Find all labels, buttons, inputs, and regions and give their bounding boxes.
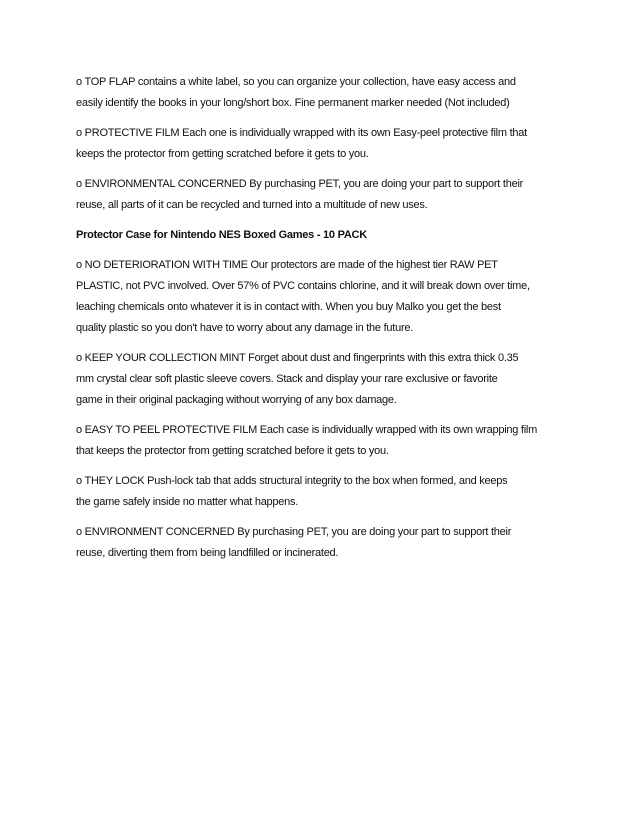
text-line: o EASY TO PEEL PROTECTIVE FILM Each case is individually wrapped with its own wrapping film xyxy=(76,424,538,436)
text-line: keeps the protector from getting scratched before it gets to you. xyxy=(76,148,369,160)
paragraph-environment-concerned xyxy=(76,522,576,564)
paragraph-protective-film xyxy=(76,123,576,165)
document-body xyxy=(76,72,576,573)
text-line: mm crystal clear soft plastic sleeve covers. Stack and display your rare exclusive or favorite xyxy=(76,373,498,385)
paragraph-no-deterioration xyxy=(76,255,576,339)
paragraph-top-flap xyxy=(76,72,576,114)
text-line: o THEY LOCK Push-lock tab that adds structural integrity to the box when formed, and keeps xyxy=(76,475,508,487)
text-line: the game safely inside no matter what happens. xyxy=(76,496,299,508)
text-line: reuse, diverting them from being landfilled or incinerated. xyxy=(76,547,339,559)
text-line: leaching chemicals onto whatever it is in contact with. When you buy Malko you get the best xyxy=(76,301,501,313)
text-line: o ENVIRONMENT CONCERNED By purchasing PET, you are doing your part to support their xyxy=(76,526,512,538)
paragraph-easy-to-peel xyxy=(76,420,576,462)
text-line: o ENVIRONMENTAL CONCERNED By purchasing PET, you are doing your part to support their xyxy=(76,178,524,190)
text-line: o NO DETERIORATION WITH TIME Our protectors are made of the highest tier RAW PET xyxy=(76,259,498,271)
text-line: PLASTIC, not PVC involved. Over 57% of PVC contains chlorine, and it will break down over time, xyxy=(76,280,530,292)
text-line: game in their original packaging without worrying of any box damage. xyxy=(76,394,397,406)
text-line: o TOP FLAP contains a white label, so you can organize your collection, have easy access and xyxy=(76,76,516,88)
text-line: easily identify the books in your long/short box. Fine permanent marker needed (Not included) xyxy=(76,97,510,109)
text-line: o KEEP YOUR COLLECTION MINT Forget about dust and fingerprints with this extra thick 0.35 xyxy=(76,352,519,364)
paragraph-keep-collection-mint xyxy=(76,348,576,411)
section-heading: Protector Case for Nintendo NES Boxed Games - 10 PACK xyxy=(76,229,367,241)
paragraph-they-lock xyxy=(76,471,576,513)
text-line: that keeps the protector from getting scratched before it gets to you. xyxy=(76,445,389,457)
text-line: reuse, all parts of it can be recycled and turned into a multitude of new uses. xyxy=(76,199,428,211)
paragraph-environmental-concerned xyxy=(76,174,576,216)
text-line: quality plastic so you don't have to worry about any damage in the future. xyxy=(76,322,414,334)
text-line: o PROTECTIVE FILM Each one is individually wrapped with its own Easy-peel protective film that xyxy=(76,127,527,139)
